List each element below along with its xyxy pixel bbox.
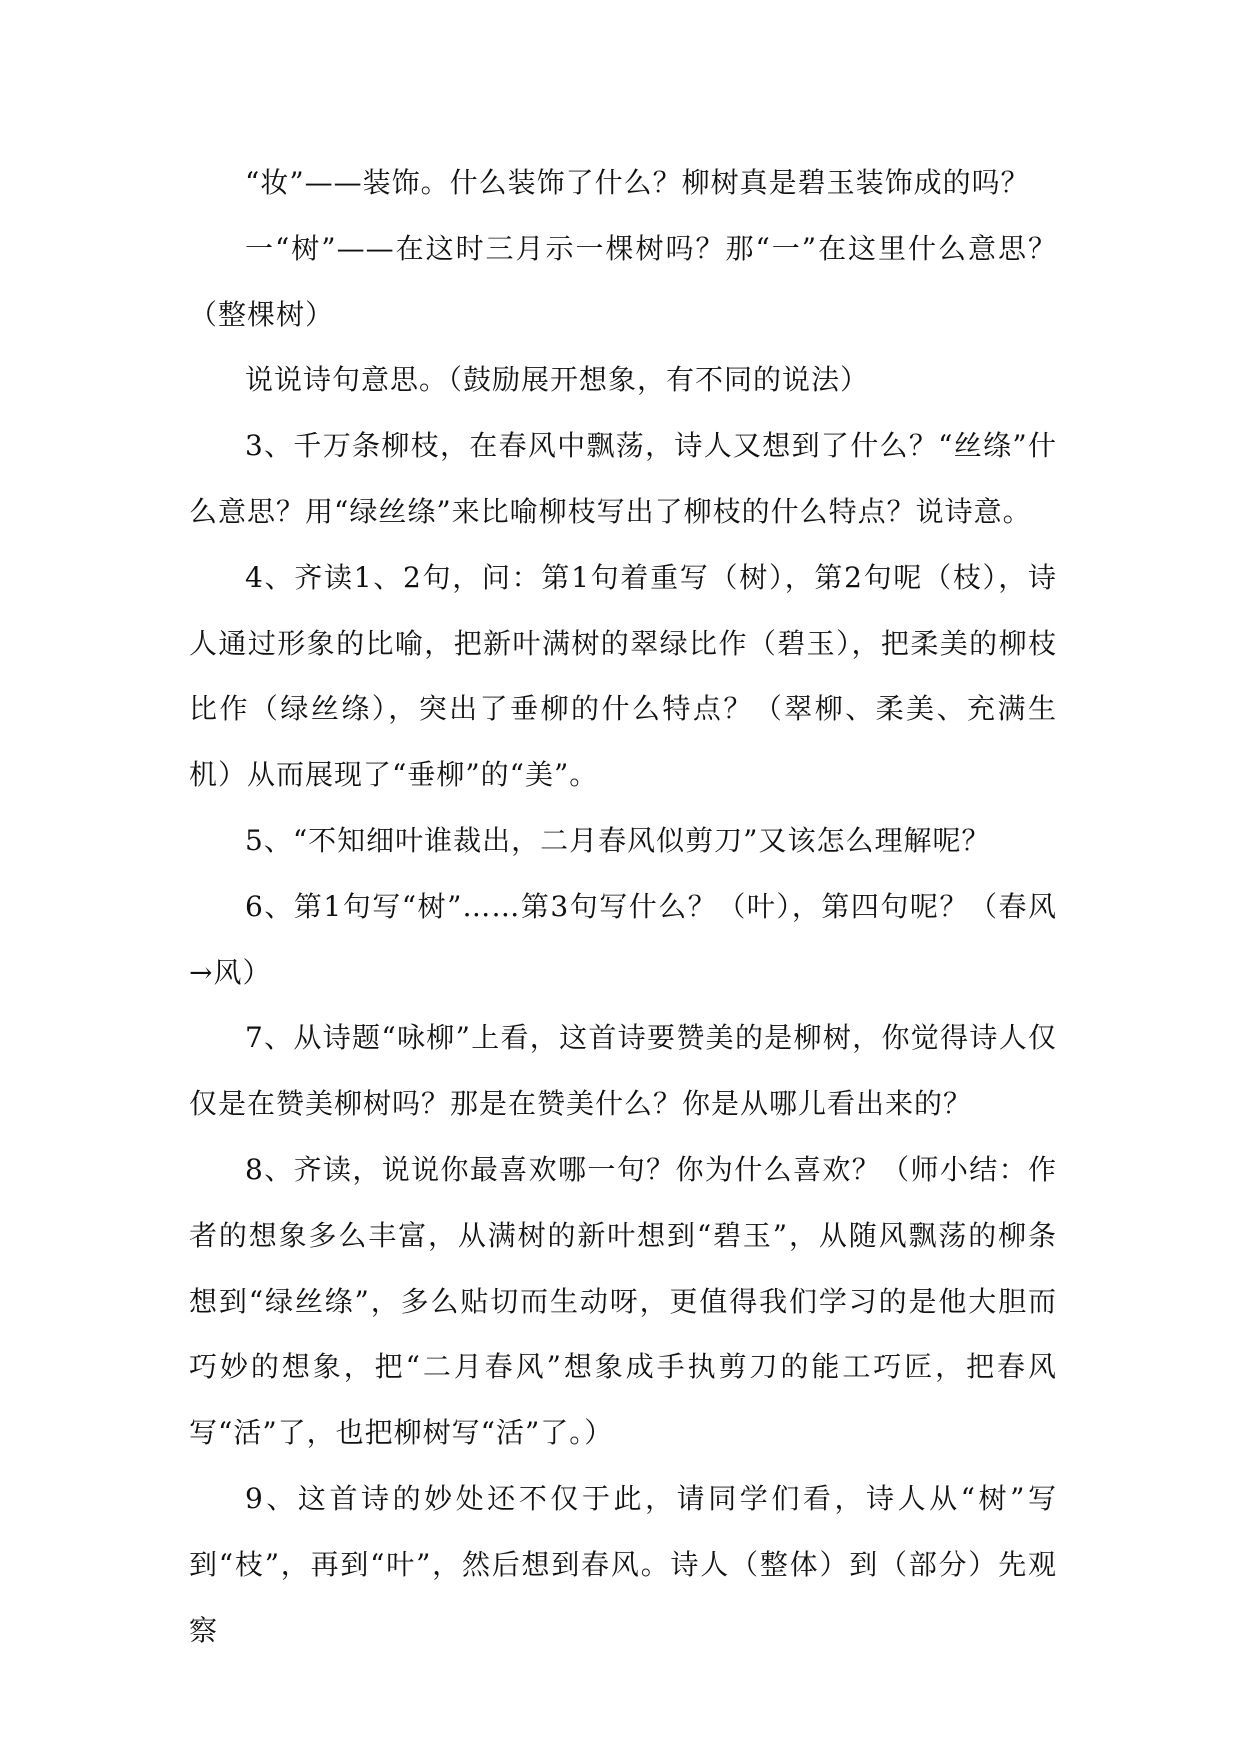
paragraph-poem-meaning: 说说诗句意思。（鼓励展开想象，有不同的说法） [245, 363, 870, 397]
paragraph-item-8: 8、齐读，说说你最喜欢哪一句？你为什么喜欢？（师小结：作者的想象多么丰富，从满树的新叶想到“碧玉”，从随风飘荡的柳条想到“绿丝绦”，多么贴切而生动呀，更值得我们学习的是他大胆而巧妙的想象，把“二月春风”想象成手执剪刀的能工巧匠，把春风写“活”了，也把柳树写“活”了。） [189, 1152, 1057, 1450]
paragraph-yi-shu: 一“树”——在这时三月示一棵树吗？那“一”在这里什么意思？（整棵树） [189, 231, 1057, 331]
paragraph-item-5: 5、“不知细叶谁裁出，二月春风似剪刀”又该怎么理解呢？ [245, 823, 991, 857]
paragraph-item-4: 4、齐读1、2句，问：第1句着重写（树），第2句呢（枝），诗人通过形象的比喻，把新叶满树的翠绿比作（碧玉），把柔美的柳枝比作（绿丝绦），突出了垂柳的什么特点？（翠柳、柔美、充满生机）从而展现了“垂柳”的“美”。 [189, 560, 1057, 792]
body-text [189, 150, 1057, 1663]
paragraph-item-6: 6、第1句写“树”……第3句写什么？（叶），第四句呢？（春风→风） [189, 889, 1057, 989]
paragraph-item-3: 3、千万条柳枝，在春风中飘荡，诗人又想到了什么？“丝绦”什么意思？用“绿丝绦”来比喻柳枝写出了柳枝的什么特点？说诗意。 [189, 429, 1057, 528]
paragraph-zhuang: “妆”——装饰。什么装饰了什么？柳树真是碧玉装饰成的吗？ [245, 166, 1030, 199]
paragraph-item-7: 7、从诗题“咏柳”上看，这首诗要赞美的是柳树，你觉得诗人仅仅是在赞美柳树吗？那是在赞美什么？你是从哪儿看出来的？ [189, 1021, 1057, 1121]
paragraph-item-9: 9、这首诗的妙处还不仅于此，请同学们看，诗人从“树”写到“枝”，再到“叶”，然后想到春风。诗人（整体）到（部分）先观察 [189, 1481, 1057, 1647]
